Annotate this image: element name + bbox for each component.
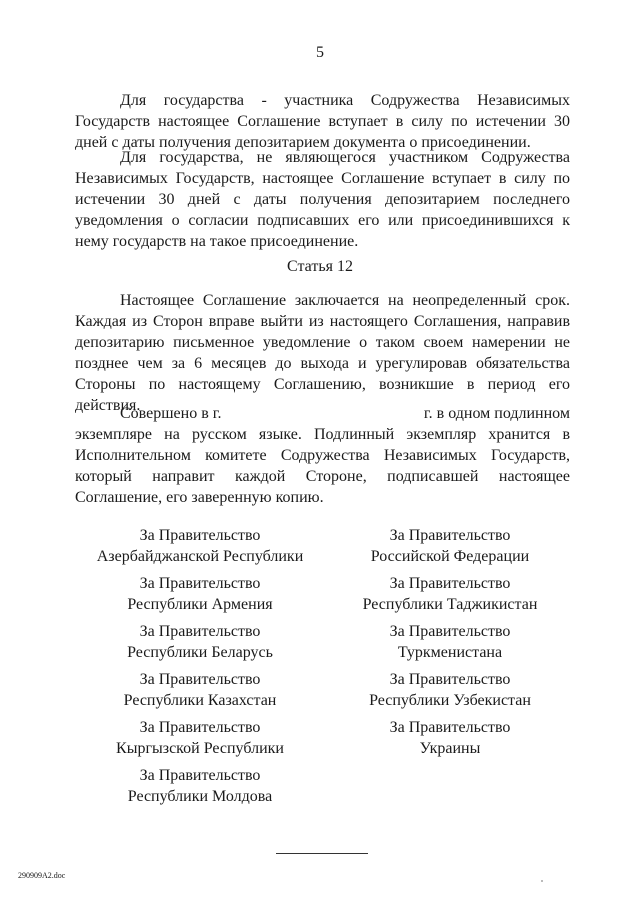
signature-line2: Республики Узбекистан [369,692,531,709]
signature-block [70,621,330,669]
page-number: 5 [316,44,324,61]
signature-line2: Республики Казахстан [123,692,277,709]
completion-rest-text: экземпляре на русском языке. Подлинный экземпляр хранится в Исполнительном комитете Содружества Независимых Государств, который направит каждой Стороне, подписавшей настоящее Соглашение, его заверенную копию. [75,426,570,506]
signatures-left-column [70,525,330,813]
paragraph-text: Настоящее Соглашение заключается на неопределенный срок. Каждая из Сторон вправе выйти из настоящего Соглашения, направив депозитарию письменное уведомление о таком своем намерении не позднее чем за 6 месяцев до выхода и урегулировав обязательства Стороны по настоящему Соглашению, возникшие в период его действия. [75,292,570,414]
end-rule-divider [276,853,368,854]
paragraph-non-member-entry [75,147,570,252]
signature-line2: Республики Армения [127,596,273,613]
paragraph-text: Для государства - участника Содружества Независимых Государств настоящее Соглашение вступает в силу по истечении 30 дней с даты получения депозитарием документа о присоединении. [75,92,570,151]
signature-block [70,525,330,573]
signature-line1: За Правительство [139,527,261,544]
signature-line1: За Правительство [389,671,511,688]
signature-line1: За Правительство [139,671,261,688]
signature-line2: Республики Молдова [127,788,273,805]
signatures-right-column [320,525,580,765]
signature-line1: За Правительство [389,575,511,592]
signature-line1: За Правительство [139,623,261,640]
paragraph-term-and-withdrawal [75,290,570,416]
article-heading: Статья 12 [287,258,353,275]
signature-block [320,669,580,717]
signature-line2: Республики Беларусь [127,644,273,661]
footer-filename: 290909A2.doc [18,871,66,880]
signature-block [70,573,330,621]
completion-place-label: Совершено в г. [120,405,222,422]
signature-line2: Кыргызской Республики [116,740,284,757]
signature-block [320,525,580,573]
signature-line2: Украины [419,740,481,757]
signature-line1: За Правительство [139,575,261,592]
paragraph-text: Для государства, не являющегося участником Содружества Независимых Государств, настоящее Соглашение вступает в силу по истечении 30 дней с даты получения депозитарием последнего уведомления о согласии подписавших его или присоединившихся к нему государств на такое присоединение. [75,149,570,250]
signature-line1: За Правительство [389,719,511,736]
paragraph-cis-member-entry [75,90,570,153]
signature-block [320,621,580,669]
signature-line2: Туркменистана [397,644,503,661]
signature-block [70,717,330,765]
completion-date-label: г. в одном подлинном [423,405,570,422]
signature-block [70,765,330,813]
signature-line2: Республики Таджикистан [362,596,538,613]
signature-line2: Российской Федерации [370,548,530,565]
signature-line1: За Правительство [139,767,261,784]
signature-line1: За Правительство [139,719,261,736]
completion-clause [75,403,570,508]
signature-line2: Азербайджанской Республики [96,548,304,565]
signature-block [70,669,330,717]
signature-line1: За Правительство [389,527,511,544]
completion-first-line [75,403,570,424]
signature-block [320,573,580,621]
scan-dot-mark [541,880,543,882]
signature-line1: За Правительство [389,623,511,640]
signature-block [320,717,580,765]
